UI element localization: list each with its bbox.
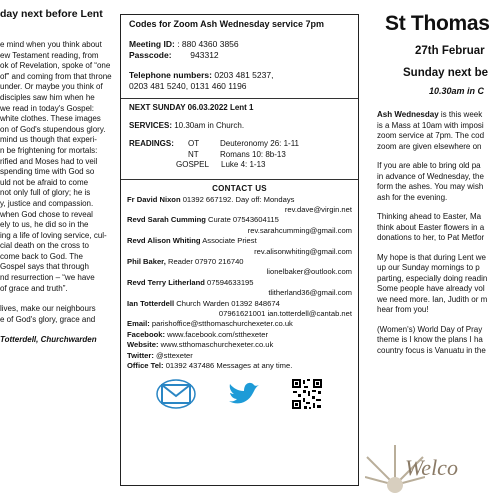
reading-ref: Luke 4: 1-13 (221, 160, 266, 169)
text-line: nd resurrection – “we have (0, 273, 95, 283)
contact-detail: Associate Priest (200, 236, 257, 246)
contact-name: Phil Baker, (127, 256, 166, 266)
text-line: My hope is that during Lent we (377, 252, 486, 262)
text-line: e of God's glory, grace and (0, 314, 96, 324)
text-line: lives, make our neighbours (0, 304, 96, 314)
next-sunday-title: NEXT SUNDAY 06.03.2022 Lent 1 (129, 103, 254, 112)
text-line: If you are able to bring old pa (377, 161, 481, 170)
text-line: when God chose to reveal (0, 209, 93, 219)
text-line: Gospel says that through (0, 262, 89, 272)
text-line: not only full of glory; he is (0, 188, 91, 198)
contact-line (127, 257, 352, 267)
text-line: of” and coming from that throne (0, 71, 112, 81)
paragraph-old-palms (377, 161, 500, 203)
services-value: 10.30am in Church. (174, 121, 245, 130)
text-line: we read in today's Gospel: (0, 103, 95, 113)
services-row (129, 120, 350, 131)
text-line: ing a life of loving service, cul- (0, 230, 107, 240)
service-time: 10.30am in C (429, 86, 485, 96)
contact-line (127, 278, 352, 288)
zoom-codes-section (121, 15, 358, 99)
right-column (365, 0, 500, 500)
contact-detail: 01392 667192. Day off: Mondays (180, 194, 295, 204)
contact-section (121, 180, 358, 412)
office-row (127, 361, 352, 371)
text-line: spending time with God so (0, 167, 95, 177)
text-line: we need more. Ian, Judith or m (377, 294, 488, 304)
text-line: theme is I know the plans I ha (377, 335, 483, 344)
contact-line (127, 195, 352, 205)
social-icons (121, 371, 358, 411)
contact-line (127, 236, 352, 246)
twitter-row (127, 351, 352, 361)
text-line: Thinking ahead to Easter, Ma (377, 212, 482, 221)
telephone-label: Telephone numbers: (129, 70, 212, 80)
text-line: form the ashes. You may wish (377, 182, 484, 191)
readings-block (129, 139, 350, 171)
reading-tag: NT (188, 149, 199, 159)
text-line: e mind when you think about (0, 40, 102, 49)
text-line: Some people have already vol (377, 284, 485, 293)
contact-detail: Curate 07543604115 (205, 215, 279, 225)
church-title: St Thomas (385, 12, 490, 35)
next-sunday-section (121, 99, 358, 180)
reading-ref: Romans 10: 8b-13 (220, 149, 286, 159)
qr-code-icon[interactable] (291, 378, 323, 410)
telephone-value-1: 0203 481 5237, (214, 70, 274, 80)
text-line: country focus is Vanuatu in the (377, 345, 486, 355)
meeting-id-row (129, 39, 350, 50)
right-body-text (377, 110, 500, 365)
text-line: in advance of Wednesday, the (377, 171, 484, 181)
left-column (0, 0, 112, 500)
facebook-row (127, 330, 352, 340)
paragraph-world-day-of-prayer (377, 325, 500, 357)
reading-tag: GOSPEL (176, 160, 209, 169)
email-row (127, 319, 352, 329)
facebook-label: Facebook: (127, 329, 165, 339)
contact-name: Revd Terry Litherland (127, 277, 205, 287)
contact-detail: Church Warden 01392 848674 (174, 298, 280, 308)
contact-email[interactable]: rev.alisonwhiting@gmail.com (254, 246, 352, 256)
paragraph-ash-wednesday (377, 110, 500, 152)
website-link[interactable]: www.stthomaschurchexeter.co.uk (158, 340, 274, 350)
text-line: ew Testament reading, from (0, 50, 99, 60)
email-label: Email: (127, 319, 150, 329)
contact-email[interactable]: 07961621001 ian.totterdell@cantab.net (218, 308, 352, 318)
text-line: up our Sunday mornings to p (377, 263, 480, 272)
readings-label: READINGS: (129, 139, 174, 148)
passcode-row (129, 50, 350, 61)
text-line: of grace and truth”. (0, 283, 68, 293)
ash-wednesday-bold: Ash Wednesday (377, 110, 439, 119)
text-line: mind us though that experi- (0, 135, 97, 145)
meeting-id-value[interactable]: : 880 4360 3856 (177, 39, 239, 49)
twitter-handle[interactable]: @sttexeter (153, 350, 193, 360)
contact-email[interactable]: tlitherland36@gmail.com (268, 288, 352, 298)
facebook-link[interactable]: www.facebook.com/stthexeter (164, 329, 268, 339)
passcode-label: Passcode: (129, 50, 172, 60)
reading-ref: Deuteronomy 26: 1-11 (220, 139, 300, 148)
contact-name: Revd Alison Whiting (127, 236, 201, 246)
text-line: under. Or maybe you think of (0, 82, 103, 92)
website-label: Website: (127, 340, 159, 350)
bulletin-date: 27th Februar (415, 45, 485, 57)
reading-row (188, 139, 299, 150)
zoom-title: Codes for Zoom Ash Wednesday service 7pm (129, 19, 325, 29)
text-line (0, 294, 112, 304)
text-line: donations to her, to Pat Metfor (377, 233, 485, 242)
text-line: think about Easter flowers in a (377, 222, 485, 232)
text-line: parting, especially doing readin (377, 273, 488, 283)
text-line: ok of Revelation, spoke of “one (0, 61, 111, 71)
meeting-id-label: Meeting ID: (129, 39, 175, 49)
text-line: zoom service at 7pm. The cod (377, 131, 485, 140)
reading-row (188, 150, 299, 161)
office-label: Office Tel: (127, 361, 164, 370)
text-line: hear from you! (377, 305, 429, 314)
text-line: cial death on the cross to (0, 241, 89, 251)
text-line: come back to God. The (0, 251, 84, 261)
paragraph-lent (377, 253, 500, 316)
passcode-value[interactable]: 943312 (190, 50, 219, 60)
website-row (127, 340, 352, 350)
contact-line (127, 215, 352, 225)
left-body-text (0, 40, 112, 346)
text-line: ash for the evening. (377, 192, 448, 202)
contact-detail: Reader 07970 216740 (165, 256, 244, 266)
text-line: is a Mass at 10am with imposi (377, 120, 484, 130)
envelope-icon[interactable] (156, 377, 196, 411)
paragraph-easter (377, 212, 500, 244)
text-line: on of God's stupendous glory. (0, 124, 106, 134)
text-line: Ash Wednesday is this week (377, 110, 483, 119)
sunday-name: Sunday next be (403, 67, 488, 79)
contact-heading: CONTACT US (212, 183, 267, 193)
contact-name: Ian Totterdell (127, 298, 175, 308)
text-line: y, justice and compassion. (0, 198, 94, 208)
contact-email[interactable]: rev.dave@virgin.net (284, 204, 352, 214)
text-line: n be frightening for mortals: (0, 145, 98, 155)
text-line: zoom are given elsewhere on (377, 141, 482, 151)
text-line: white clothes. These images (0, 114, 101, 124)
contact-list (121, 193, 358, 372)
reading-row (176, 160, 299, 171)
contact-line (127, 299, 352, 309)
services-label: SERVICES: (129, 121, 172, 130)
contact-email[interactable]: lionelbaker@outlook.com (266, 267, 352, 277)
twitter-label: Twitter: (127, 350, 154, 360)
contact-name: Revd Sarah Cumming (127, 215, 206, 225)
signature: Totterdell, Churchwarden (0, 335, 97, 345)
info-box (120, 14, 359, 486)
text-line: rified and Moses had to veil (0, 156, 98, 166)
spacer (0, 325, 112, 335)
text-line: ely to us, he did so in the (0, 220, 89, 230)
text-line: disciples saw him when he (0, 92, 95, 102)
contact-email[interactable]: rev.sarahcumming@gmail.com (247, 225, 352, 235)
welcome-text: Welco (405, 455, 458, 480)
contact-detail: 07594633195 (204, 277, 254, 287)
office-value: 01392 437486 Messages at any time. (163, 361, 293, 370)
reading-tag: OT (188, 139, 200, 148)
email-link[interactable]: parishoffice@stthomaschurchexeter.co.uk (149, 319, 293, 329)
telephone-row (129, 70, 350, 81)
twitter-bird-icon[interactable] (225, 379, 261, 409)
text-line: uld not be afraid to come (0, 177, 89, 187)
text-line: (Women's) World Day of Pray (377, 324, 483, 334)
contact-name: Fr David Nixon (127, 194, 181, 204)
left-heading: day next before Lent (0, 8, 103, 20)
telephone-value-2: 0203 481 5240, 0131 460 1196 (129, 81, 247, 91)
